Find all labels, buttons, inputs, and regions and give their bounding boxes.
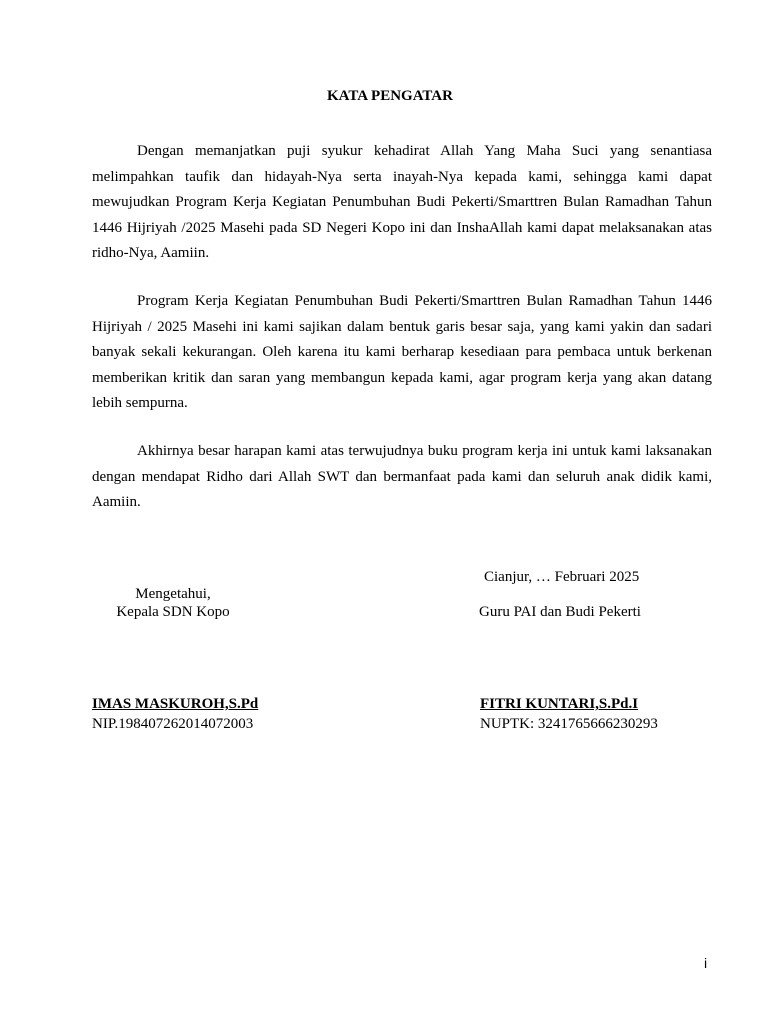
paragraph-opening: Dengan memanjatkan puji syukur kehadirat Allah Yang Maha Suci yang senantiasa melimpahkan taufik dan hidayah-Nya serta inayah-Nya kepada kami, sehingga kami dapat mewujudkan Program Kerja Kegiatan Penumbuhan Budi Pekerti/Smarttren Bulan Ramadhan Tahun 1446 Hijriyah /2025 Masehi pada SD Negeri Kopo ini dan InshaAllah kami dapat melaksanakan atas ridho-Nya, Aamiin. [92,143,712,261]
place-date: Cianjur, … Februari 2025 [484,569,640,585]
teacher-role: Guru PAI dan Budi Pekerti [479,604,641,620]
acknowledge-label: Mengetahui, [135,586,211,602]
paragraph-program: Program Kerja Kegiatan Penumbuhan Budi Pekerti/Smarttren Bulan Ramadhan Tahun 1446 Hijriyah / 2025 Masehi ini kami sajikan dalam bentuk garis besar saja, yang kami yakin dan sadari banyak sekali kekurangan. Oleh karena itu kami berharap kesediaan para pembaca untuk berkenan memberikan kritik dan saran yang membangun kepada kami, agar program kerja yang akan datang lebih sempurna. [92,293,712,411]
principal-role: Kepala SDN Kopo [116,604,230,620]
page-title: KATA PENGATAR [327,88,453,104]
teacher-name: FITRI KUNTARI,S.Pd.I [480,696,639,712]
paragraph-closing: Akhirnya besar harapan kami atas terwujudnya buku program kerja ini untuk kami laksanakan dengan mendapat Ridho dari Allah SWT dan bermanfaat pada kami dan seluruh anak didik kami, Aamiin. [92,443,712,510]
principal-nip: NIP.198407262014072003 [92,716,254,732]
teacher-nuptk: NUPTK: 3241765666230293 [480,716,658,732]
page-number: i [704,955,708,971]
principal-name: IMAS MASKUROH,S.Pd [92,696,259,712]
